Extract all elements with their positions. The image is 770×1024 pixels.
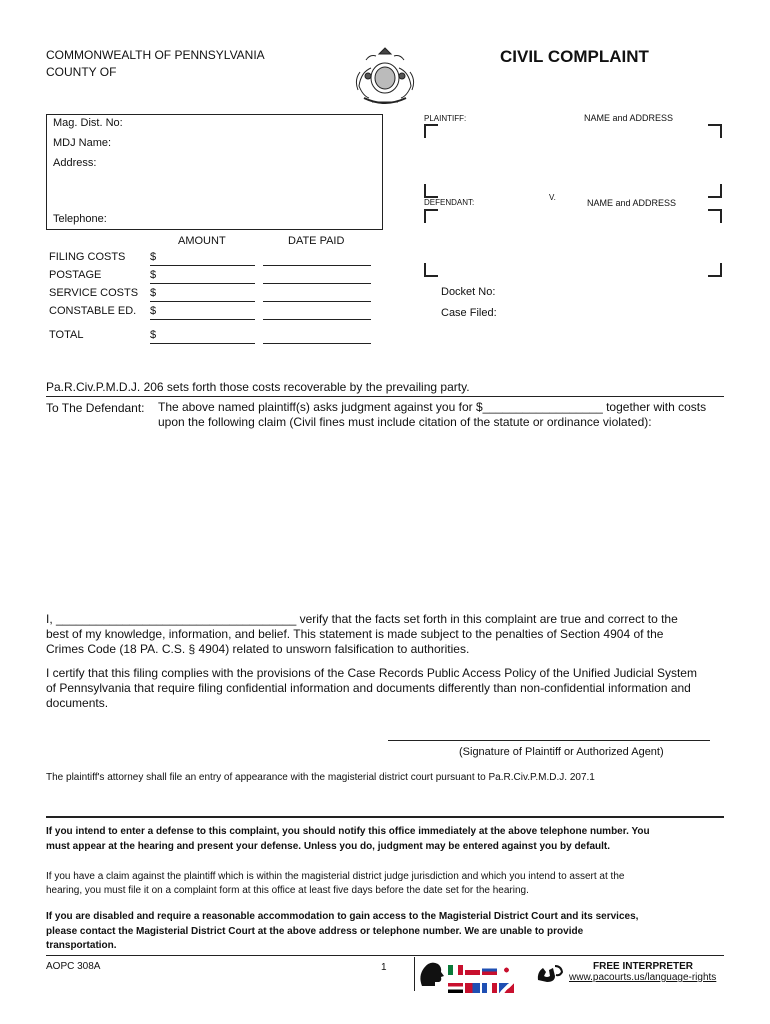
jurisdiction-state: COMMONWEALTH OF PENNSYLVANIA (46, 48, 265, 62)
interpreter-link[interactable]: www.pacourts.us/language-rights (569, 972, 717, 983)
form-title: CIVIL COMPLAINT (500, 47, 649, 66)
attorney-appearance-note: The plaintiff's attorney shall file an entry of appearance with the magisterial district court pursuant to Pa.R.Civ.P.M.D.J. 207.1 (46, 772, 595, 783)
service-costs-date-field[interactable] (263, 301, 371, 302)
accommodation-notice-line2: please contact the Magisterial District Court at the above address or telephone number. We are unable to provide (46, 926, 584, 937)
signature-caption: (Signature of Plaintiff or Authorized Agent) (459, 746, 664, 758)
counterclaim-notice-line2: hearing, you must file it on a complaint form at this office at least five days before the date set for the hearing. (46, 885, 529, 896)
notices-divider (46, 816, 724, 818)
service-costs-amount-field[interactable] (150, 301, 255, 302)
constable-ed-currency: $ (150, 305, 157, 317)
defense-notice-line1: If you intend to enter a defense to this complaint, you should notify this office immediately at the above telephone number. You (46, 826, 650, 837)
certification-line3: documents. (46, 696, 109, 710)
page-number: 1 (381, 962, 387, 973)
constable-ed-date-field[interactable] (263, 319, 371, 320)
defendant-label: DEFENDANT: (424, 198, 475, 207)
defendant-bracket-tr (708, 209, 722, 223)
plaintiff-bracket-br (708, 184, 722, 198)
flag-icon (465, 983, 480, 993)
claim-description-area[interactable] (158, 434, 724, 604)
jurisdiction-county: COUNTY OF (46, 65, 117, 79)
constable-ed-label: CONSTABLE ED. (49, 305, 137, 317)
service-costs-label: SERVICE COSTS (49, 287, 139, 299)
filing-costs-amount-field[interactable] (150, 265, 255, 266)
verification-line2: best of my knowledge, information, and belief. This statement is made subject to the penalties of Section 4904 of the (46, 627, 664, 641)
costs-rule-note: Pa.R.Civ.P.M.D.J. 206 sets forth those costs recoverable by the prevailing party. (46, 380, 470, 394)
defendant-bracket-br (708, 263, 722, 277)
postage-amount-field[interactable] (150, 283, 255, 284)
flag-icon (499, 965, 514, 975)
certification-line2: of Pennsylvania that require filing confidential information and documents differently than non-confidential information and (46, 681, 691, 695)
date-paid-header: DATE PAID (288, 235, 345, 247)
case-filed-label: Case Filed: (441, 307, 497, 319)
flag-icon (448, 965, 463, 975)
postage-currency: $ (150, 269, 157, 281)
form-code: AOPC 308A (46, 961, 101, 972)
certification-line1: I certify that this filing complies with the provisions of the Case Records Public Access Policy of the Unified Judicial System (46, 666, 697, 680)
flag-icon (465, 965, 480, 975)
postage-date-field[interactable] (263, 283, 371, 284)
total-currency: $ (150, 329, 157, 341)
footer-separator (414, 957, 415, 991)
plaintiff-bracket-tl (424, 124, 438, 138)
constable-ed-amount-field[interactable] (150, 319, 255, 320)
to-defendant-label: To The Defendant: (46, 401, 145, 415)
filing-costs-label: FILING COSTS (49, 251, 126, 263)
filing-costs-currency: $ (150, 251, 157, 263)
mag-dist-label: Mag. Dist. No: (53, 117, 123, 129)
total-date-field[interactable] (263, 343, 371, 344)
postage-label: POSTAGE (49, 269, 102, 281)
filing-costs-date-field[interactable] (263, 265, 371, 266)
flag-icon (482, 983, 497, 993)
defendant-bracket-bl (424, 263, 438, 277)
flag-icon (448, 983, 463, 993)
total-label: TOTAL (49, 329, 84, 341)
claim-text-line1: The above named plaintiff(s) asks judgment against you for $__________________ together with costs (158, 400, 707, 414)
defendant-name-address-label: NAME and ADDRESS (587, 198, 677, 208)
signature-line[interactable] (388, 740, 710, 741)
plaintiff-name-address-label: NAME and ADDRESS (584, 113, 674, 123)
language-flags (448, 962, 530, 998)
docket-number-label: Docket No: (441, 286, 496, 298)
plaintiff-label: PLAINTIFF: (424, 114, 467, 123)
amount-header: AMOUNT (178, 235, 226, 247)
address-label: Address: (53, 157, 97, 169)
interpreter-title: FREE INTERPRETER (593, 961, 694, 972)
total-amount-field[interactable] (150, 343, 255, 344)
interpreter-head-icon (416, 958, 444, 988)
verification-line3: Crimes Code (18 PA. C.S. § 4904) related to unsworn falsification to authorities. (46, 642, 470, 656)
rule-divider (46, 396, 724, 397)
footer-divider (46, 955, 724, 956)
flag-icon (499, 983, 514, 993)
counterclaim-notice-line1: If you have a claim against the plaintiff which is within the magisterial district judge jurisdiction and which you intend to assert at the (46, 871, 625, 882)
defense-notice-line2: must appear at the hearing and present your defense. Unless you do, judgment may be entered against you by default. (46, 841, 611, 852)
telephone-label: Telephone: (53, 213, 107, 225)
plaintiff-bracket-tr (708, 124, 722, 138)
accommodation-notice-line1: If you are disabled and require a reasonable accommodation to gain access to the Magisterial District Court and its services, (46, 911, 639, 922)
plaintiff-bracket-bl (424, 184, 438, 198)
mdj-name-label: MDJ Name: (53, 137, 112, 149)
verification-line1: I, ____________________________________ verify that the facts set forth in this complaint are true and correct to the (46, 612, 678, 626)
sign-language-icon (535, 962, 565, 984)
defendant-bracket-tl (424, 209, 438, 223)
versus-label: V. (549, 193, 556, 202)
service-costs-currency: $ (150, 287, 157, 299)
flag-icon (482, 965, 497, 975)
claim-text-line2: upon the following claim (Civil fines must include citation of the statute or ordinance violated): (158, 415, 652, 429)
pennsylvania-seal-icon (350, 46, 420, 108)
accommodation-notice-line3: transportation. (46, 940, 117, 951)
